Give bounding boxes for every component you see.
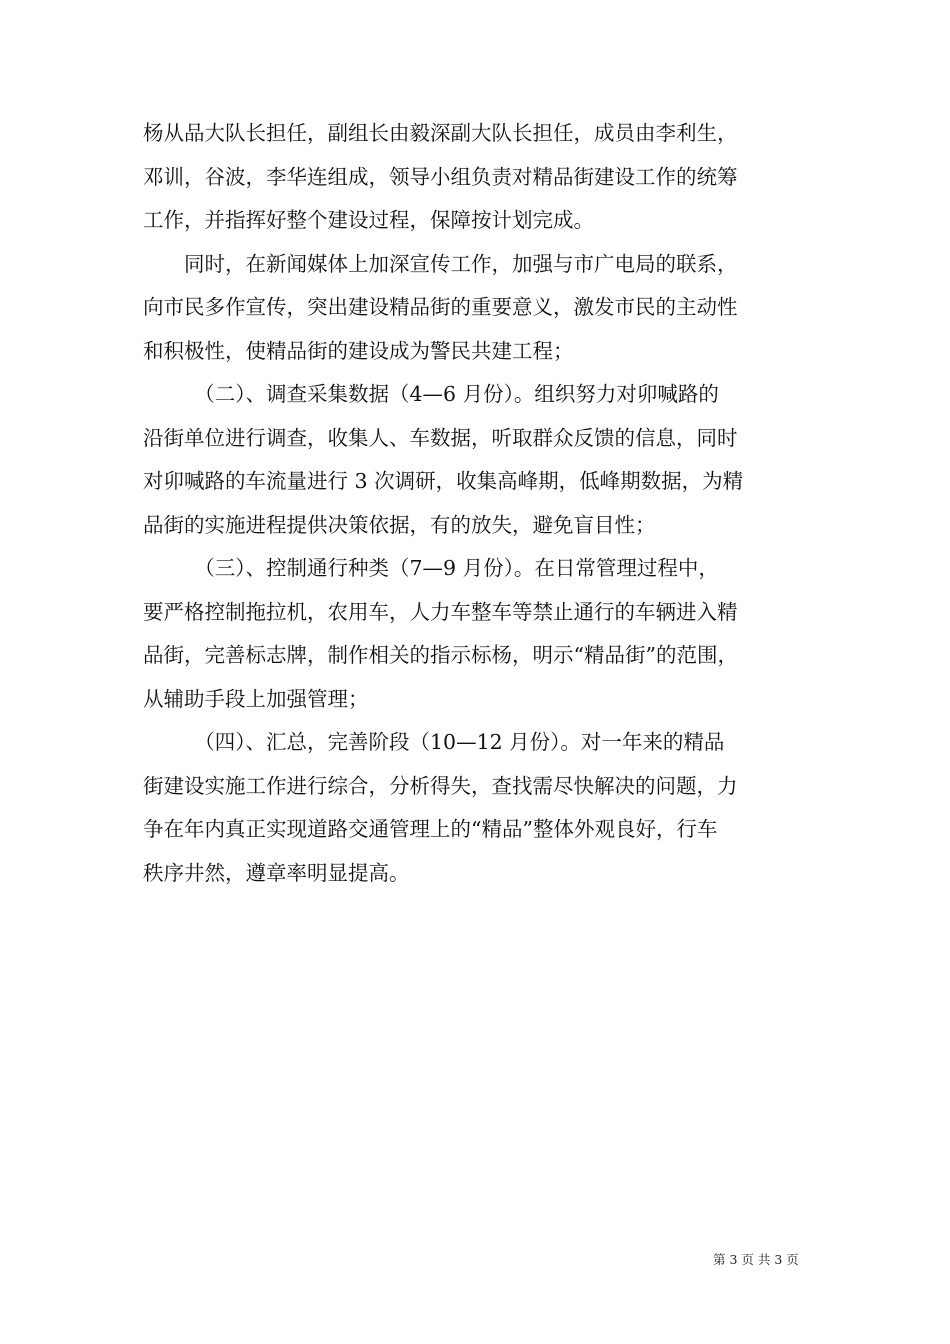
text-line: 工作，并指挥好整个建设过程，保障按计划完成。 [143,208,594,232]
text-line: 街建设实施工作进行综合，分析得失，查找需尽快解决的问题，力 [143,773,738,798]
text-line: （二）、调查采集数据（4—6 月份）。组织努力对卯喊路的 [143,382,719,406]
text-line: 沿街单位进行调查，收集人、车数据，听取群众反馈的信息，同时 [143,425,738,450]
text-line: 从辅助手段上加强管理； [143,686,369,711]
text-line: 品街，完善标志牌，制作相关的指示标杨，明示“精品街”的范围， [143,643,738,667]
text-line: 向市民多作宣传，突出建设精品街的重要意义，激发市民的主动性 [143,295,738,319]
text-line: 杨从品大队长担任，副组长由毅深副大队长担任，成员由李利生， [143,121,738,145]
page-number: 第 3 页 共 3 页 [713,1252,799,1267]
text-line: （三）、控制通行种类（7—9 月份）。在日常管理过程中， [143,556,719,580]
text-line: 同时，在新闻媒体上加深宣传工作，加强与市广电局的联系， [143,251,738,276]
text-line: 争在年内真正实现道路交通管理上的“精品”整体外观良好，行车 [143,817,718,841]
text-line: 和积极性，使精品街的建设成为警民共建工程； [143,338,574,363]
text-line: 邓训，谷波，李华连组成，领导小组负责对精品街建设工作的统筹 [143,164,738,189]
text-line: （四）、汇总，完善阶段（10—12 月份）。对一年来的精品 [143,730,725,754]
text-line: 品街的实施进程提供决策依据，有的放失，避免盲目性； [143,512,656,537]
text-line: 对卯喊路的车流量进行 3 次调研，收集高峰期，低峰期数据，为精 [143,469,744,493]
text-line: 要严格控制拖拉机，农用车，人力车整车等禁止通行的车辆进入精 [143,599,738,624]
document-body [143,112,813,895]
text-line: 秩序井然，遵章率明显提高。 [143,860,410,885]
